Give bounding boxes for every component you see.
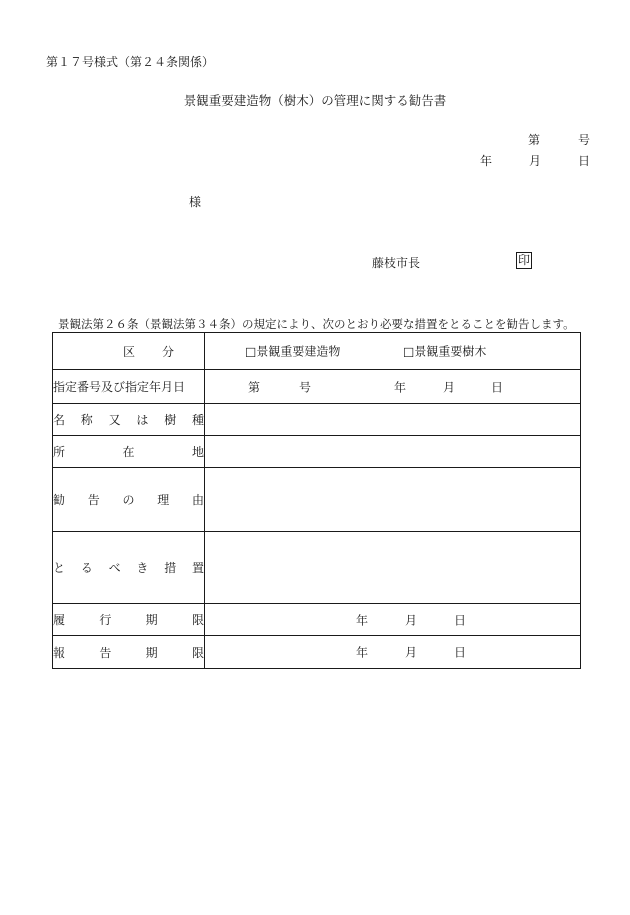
addressee-honorific: 様 [189, 195, 202, 209]
deadline-hi: 日 [454, 613, 467, 627]
value-reason[interactable] [205, 468, 581, 532]
row-measures [53, 532, 581, 604]
label-name-species [53, 404, 205, 436]
report-hi: 日 [454, 645, 467, 660]
label-char: 理 [157, 493, 170, 507]
label-measures [53, 532, 205, 604]
designation-hi: 日 [491, 380, 504, 394]
label-designation: 指定番号及び指定年月日 [53, 370, 205, 404]
deadline-tsuki: 月 [405, 613, 418, 627]
row-report-deadline [53, 636, 581, 669]
header-tsuki: 月 [529, 154, 542, 168]
designation-go: 号 [299, 380, 312, 394]
label-char: 所 [53, 445, 66, 459]
label-report-deadline [53, 636, 205, 669]
value-designation [205, 370, 581, 404]
label-char: 樹 [164, 413, 177, 427]
label-reason [53, 468, 205, 532]
row-location [53, 436, 581, 468]
label-char: 置 [191, 561, 204, 575]
deadline-nen: 年 [356, 613, 369, 627]
label-char: 限 [191, 613, 204, 627]
header-nen: 年 [480, 154, 493, 168]
designation-nen: 年 [394, 380, 407, 394]
designation-tsuki: 月 [443, 380, 456, 394]
intro-text: 景観法第２６条（景観法第３４条）の規定により、次のとおり必要な措置をとることを勧告します。 [58, 317, 575, 331]
checkbox-building[interactable]: □景観重要建造物 [245, 344, 341, 359]
value-category [205, 333, 581, 370]
label-char: る [80, 561, 93, 575]
label-char: 名 [53, 413, 66, 427]
label-char: き [136, 561, 149, 575]
document-title: 景観重要建造物（樹木）の管理に関する勧告書 [183, 93, 447, 108]
value-report-deadline [205, 636, 581, 669]
label-char: 措 [164, 561, 177, 575]
label-deadline [53, 604, 205, 636]
label-char: 在 [122, 445, 135, 459]
row-deadline [53, 604, 581, 636]
header-dai: 第 [528, 133, 541, 147]
label-char: 期 [145, 613, 158, 627]
row-designation [53, 370, 581, 404]
header-go: 号 [578, 133, 591, 147]
label-char: 期 [145, 645, 158, 660]
value-name-species[interactable] [205, 404, 581, 436]
label-location [53, 436, 205, 468]
label-char: 報 [53, 645, 66, 660]
row-name-species [53, 404, 581, 436]
issuer-name: 藤枝市長 [372, 256, 421, 270]
report-nen: 年 [356, 645, 369, 660]
label-char: 種 [191, 413, 204, 427]
label-category [53, 333, 205, 370]
label-char: 行 [99, 613, 112, 627]
recommendation-table [52, 332, 581, 669]
label-char: 告 [99, 645, 112, 660]
label-char: 限 [191, 645, 204, 660]
seal-mark: 印 [518, 253, 531, 267]
label-char: と [53, 561, 66, 575]
label-char: は [136, 413, 149, 427]
label-char: 分 [161, 344, 174, 359]
label-char: 勧 [53, 493, 66, 507]
row-category [53, 333, 581, 370]
row-reason [53, 468, 581, 532]
label-char: 由 [191, 493, 204, 507]
designation-dai: 第 [248, 380, 261, 394]
label-char: 称 [80, 413, 93, 427]
report-tsuki: 月 [405, 645, 418, 660]
label-char: 区 [123, 344, 136, 359]
label-char: べ [108, 561, 121, 575]
value-location[interactable] [205, 436, 581, 468]
label-char: の [122, 493, 135, 507]
header-hi: 日 [578, 154, 591, 168]
label-char: 履 [53, 613, 66, 627]
label-char: 告 [87, 493, 100, 507]
value-measures[interactable] [205, 532, 581, 604]
form-number: 第１７号様式（第２４条関係） [46, 55, 215, 69]
value-deadline [205, 604, 581, 636]
checkbox-tree[interactable]: □景観重要樹木 [403, 344, 487, 359]
label-char: 地 [191, 445, 204, 459]
label-char: 又 [108, 413, 121, 427]
